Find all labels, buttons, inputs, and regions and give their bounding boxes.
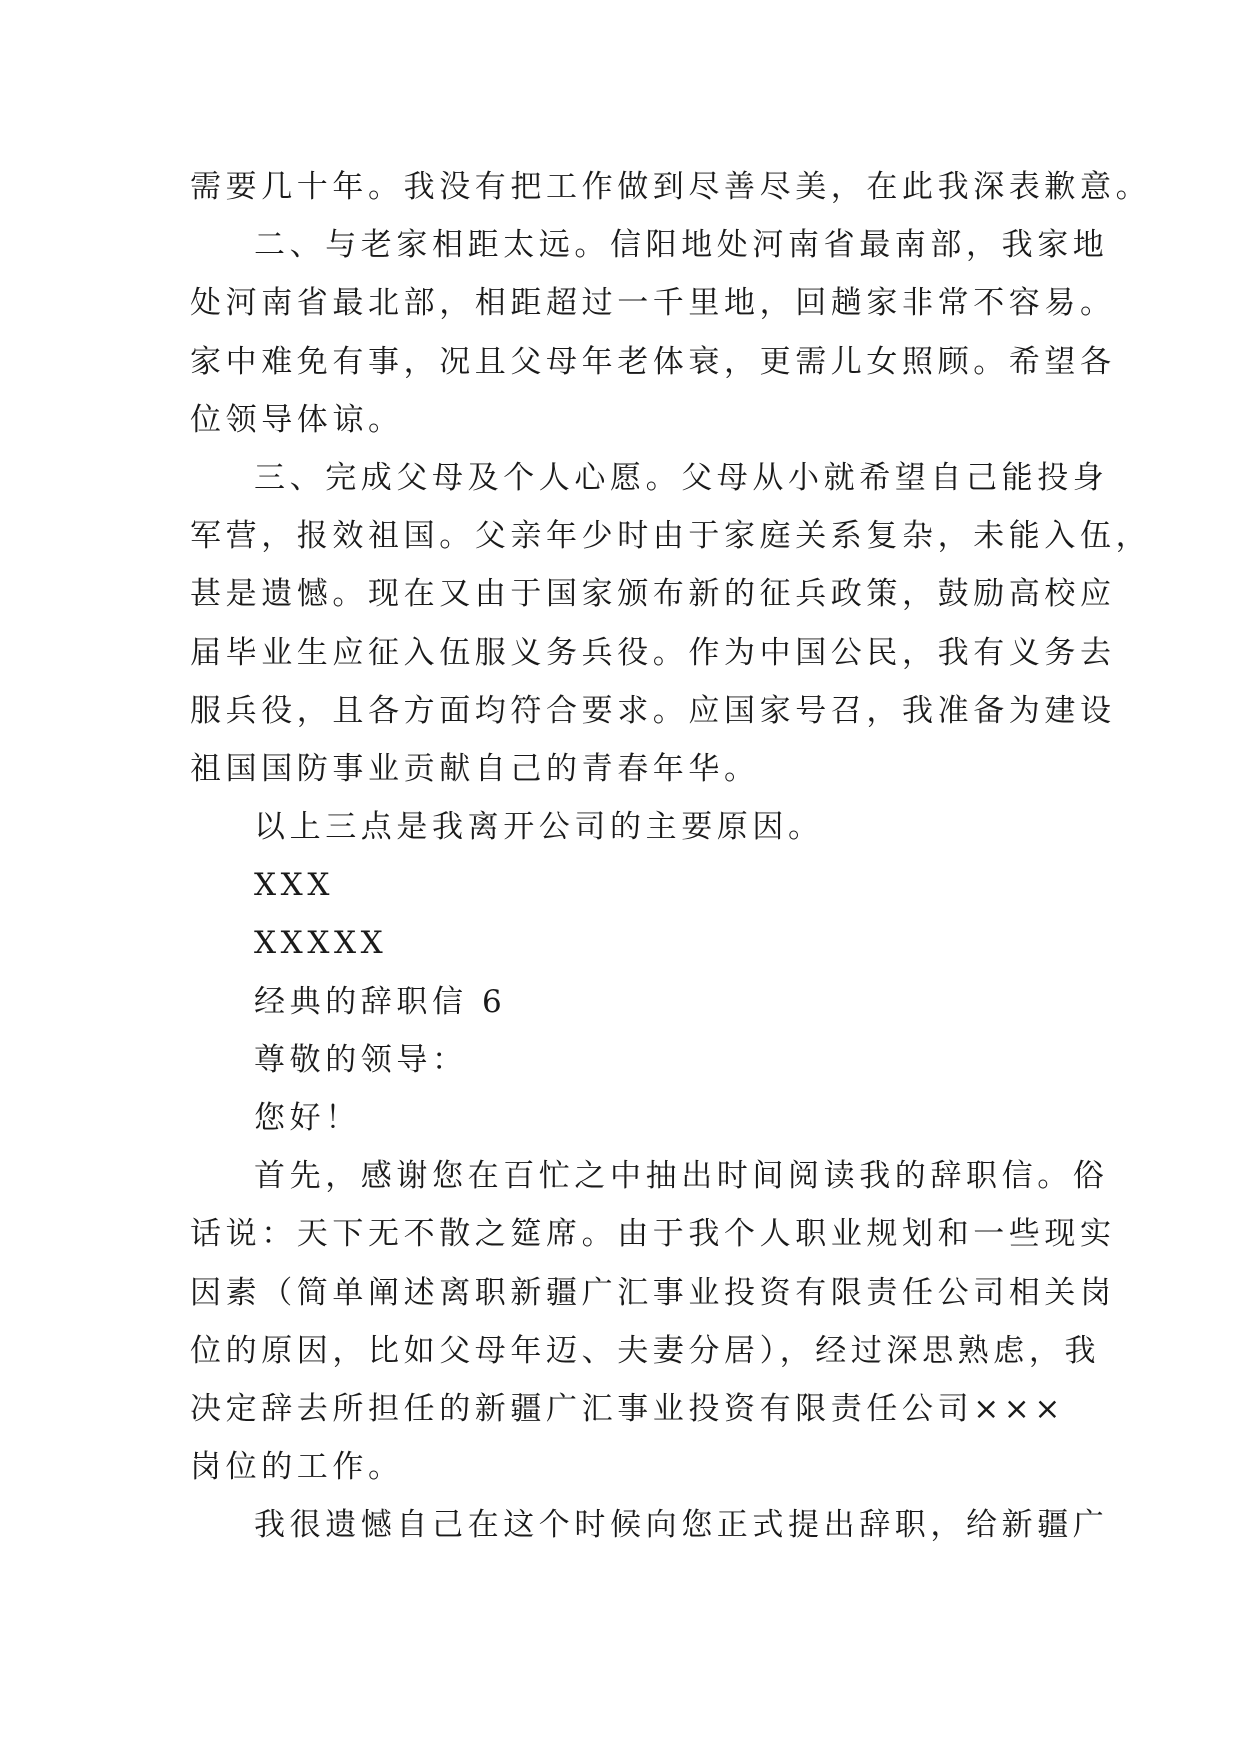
text-line: 届毕业生应征入伍服义务兵役。作为中国公民，我有义务去 (190, 634, 1116, 671)
text-line: 处河南省最北部，相距超过一千里地，回趟家非常不容易。 (190, 285, 1116, 322)
greeting: 您好！ (254, 1100, 361, 1136)
signature-date: XXXXX (254, 925, 388, 962)
text-line: 位领导体谅。 (190, 401, 404, 438)
salutation: 尊敬的领导： (254, 1041, 468, 1078)
text-line: 三、完成父母及个人心愿。父母从小就希望自己能投身 (254, 459, 1109, 496)
text-line: 军营，报效祖国。父亲年少时由于家庭关系复杂，未能入伍， (190, 518, 1152, 555)
signature-name: XXX (254, 867, 335, 904)
text-line: 服兵役，且各方面均符合要求。应国家号召，我准备为建设 (190, 692, 1116, 729)
text-line: 首先，感谢您在百忙之中抽出时间阅读我的辞职信。俗 (254, 1158, 1109, 1195)
section-heading: 经典的辞职信 6 (254, 983, 507, 1020)
text-line: 位的原因，比如父母年迈、夫妻分居），经过深思熟虑，我 (190, 1332, 1101, 1369)
text-line: 以上三点是我离开公司的主要原因。 (254, 809, 824, 846)
text-line: 话说：天下无不散之筵席。由于我个人职业规划和一些现实 (190, 1216, 1116, 1253)
text-line: 我很遗憾自己在这个时候向您正式提出辞职，给新疆广 (254, 1507, 1109, 1544)
text-line: 家中难免有事，况且父母年老体衰，更需儿女照顾。希望各 (190, 343, 1116, 380)
text-line: 需要几十年。我没有把工作做到尽善尽美，在此我深表歉意。 (190, 169, 1152, 205)
text-line: 甚是遗憾。现在又由于国家颁布新的征兵政策，鼓励高校应 (190, 576, 1116, 613)
text-line: 二、与老家相距太远。信阳地处河南省最南部，我家地 (254, 227, 1109, 264)
text-line: 决定辞去所担任的新疆广汇事业投资有限责任公司××× (190, 1390, 1065, 1427)
text-line: 因素（简单阐述离职新疆广汇事业投资有限责任公司相关岗 (190, 1274, 1116, 1311)
document-body (190, 158, 1152, 1555)
text-line: 岗位的工作。 (190, 1449, 404, 1486)
text-line: 祖国国防事业贡献自己的青春年华。 (190, 750, 760, 787)
